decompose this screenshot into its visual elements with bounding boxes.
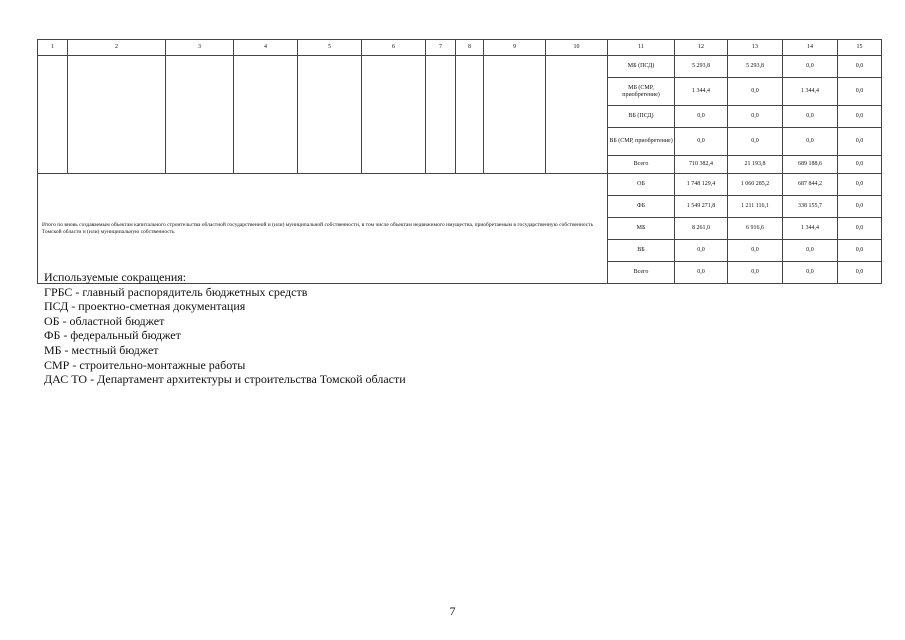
value-cell: 1 748 129,4 bbox=[675, 174, 728, 196]
col-header: 11 bbox=[608, 40, 675, 56]
source-label: МБ bbox=[608, 218, 675, 240]
abbreviation-item: МБ - местный бюджет bbox=[44, 342, 159, 357]
value-cell: 0,0 bbox=[838, 106, 882, 128]
value-cell: 1 344,4 bbox=[783, 78, 838, 106]
value-cell: 6 916,6 bbox=[728, 218, 783, 240]
col-header: 4 bbox=[234, 40, 298, 56]
col-header: 8 bbox=[456, 40, 484, 56]
value-cell: 0,0 bbox=[838, 56, 882, 78]
value-cell: 687 844,2 bbox=[783, 174, 838, 196]
value-cell: 0,0 bbox=[728, 78, 783, 106]
col-header: 3 bbox=[166, 40, 234, 56]
source-label: ВБ bbox=[608, 240, 675, 262]
col-header: 10 bbox=[546, 40, 608, 56]
value-cell: 1 060 285,2 bbox=[728, 174, 783, 196]
value-cell: 1 344,4 bbox=[675, 78, 728, 106]
budget-table bbox=[37, 39, 882, 284]
empty-cell bbox=[166, 56, 234, 174]
source-label: ОБ bbox=[608, 174, 675, 196]
value-cell: 1 344,4 bbox=[783, 218, 838, 240]
value-cell: 0,0 bbox=[728, 262, 783, 284]
value-cell: 689 188,6 bbox=[783, 156, 838, 174]
abbreviation-item: ОБ - областной бюджет bbox=[44, 313, 165, 328]
value-cell: 0,0 bbox=[838, 78, 882, 106]
value-cell: 5 293,8 bbox=[728, 56, 783, 78]
empty-cell bbox=[68, 56, 166, 174]
source-label: МБ (ПСД) bbox=[608, 56, 675, 78]
value-cell: 0,0 bbox=[838, 262, 882, 284]
value-cell: 0,0 bbox=[783, 240, 838, 262]
col-header: 2 bbox=[68, 40, 166, 56]
empty-cell bbox=[546, 56, 608, 174]
value-cell: 0,0 bbox=[728, 106, 783, 128]
value-cell: 8 261,0 bbox=[675, 218, 728, 240]
col-header: 5 bbox=[298, 40, 362, 56]
source-label: Всего bbox=[608, 262, 675, 284]
abbreviation-item: ГРБС - главный распорядитель бюджетных средств bbox=[44, 284, 308, 299]
source-label: ВБ (ПСД) bbox=[608, 106, 675, 128]
value-cell: 0,0 bbox=[838, 174, 882, 196]
value-cell: 5 293,8 bbox=[675, 56, 728, 78]
empty-cell bbox=[484, 56, 546, 174]
value-cell: 710 382,4 bbox=[675, 156, 728, 174]
value-cell: 0,0 bbox=[838, 156, 882, 174]
value-cell: 1 549 271,8 bbox=[675, 196, 728, 218]
table-row bbox=[38, 56, 882, 78]
col-header: 6 bbox=[362, 40, 426, 56]
abbreviation-item: ПСД - проектно-сметная документация bbox=[44, 299, 246, 314]
value-cell: 0,0 bbox=[675, 128, 728, 156]
col-header: 12 bbox=[675, 40, 728, 56]
abbreviation-item: ДАС ТО - Департамент архитектуры и строительства Томской области bbox=[44, 372, 406, 387]
abbreviations-list bbox=[44, 270, 744, 387]
value-cell: 0,0 bbox=[838, 218, 882, 240]
col-header: 1 bbox=[38, 40, 68, 56]
value-cell: 0,0 bbox=[783, 128, 838, 156]
value-cell: 21 193,8 bbox=[728, 156, 783, 174]
source-label: Всего bbox=[608, 156, 675, 174]
empty-cell bbox=[234, 56, 298, 174]
value-cell: 0,0 bbox=[675, 262, 728, 284]
empty-cell bbox=[38, 56, 68, 174]
source-label: ФБ bbox=[608, 196, 675, 218]
value-cell: 0,0 bbox=[838, 128, 882, 156]
value-cell: 0,0 bbox=[783, 56, 838, 78]
empty-cell bbox=[456, 56, 484, 174]
value-cell: 0,0 bbox=[838, 240, 882, 262]
col-header: 15 bbox=[838, 40, 882, 56]
source-label: ВБ (СМР, приобретение) bbox=[608, 128, 675, 156]
col-header: 14 bbox=[783, 40, 838, 56]
col-header: 9 bbox=[484, 40, 546, 56]
value-cell: 0,0 bbox=[675, 240, 728, 262]
value-cell: 0,0 bbox=[783, 106, 838, 128]
abbreviations-heading: Используемые сокращения: bbox=[44, 270, 187, 284]
empty-cell bbox=[298, 56, 362, 174]
empty-cell bbox=[362, 56, 426, 174]
value-cell: 0,0 bbox=[675, 106, 728, 128]
value-cell: 0,0 bbox=[728, 128, 783, 156]
abbreviation-item: ФБ - федеральный бюджет bbox=[44, 328, 181, 343]
value-cell: 0,0 bbox=[783, 262, 838, 284]
value-cell: 338 155,7 bbox=[783, 196, 838, 218]
abbreviation-item: СМР - строительно-монтажные работы bbox=[44, 357, 246, 372]
table-header-row bbox=[38, 40, 882, 56]
col-header: 13 bbox=[728, 40, 783, 56]
empty-cell bbox=[426, 56, 456, 174]
table-row bbox=[38, 174, 882, 196]
col-header: 7 bbox=[426, 40, 456, 56]
source-label: МБ (СМР, приобретение) bbox=[608, 78, 675, 106]
value-cell: 1 211 116,1 bbox=[728, 196, 783, 218]
page-number: 7 bbox=[449, 604, 456, 618]
value-cell: 0,0 bbox=[728, 240, 783, 262]
total-description: Итого по вновь создаваемым объектам капитального строительства областной государственной и (или) муниципальной собственности, в том числе объектам недвижимого имущества, приобретаемым в государственную собственность Томской области и (или) муниципальную собственность bbox=[38, 174, 608, 284]
value-cell: 0,0 bbox=[838, 196, 882, 218]
